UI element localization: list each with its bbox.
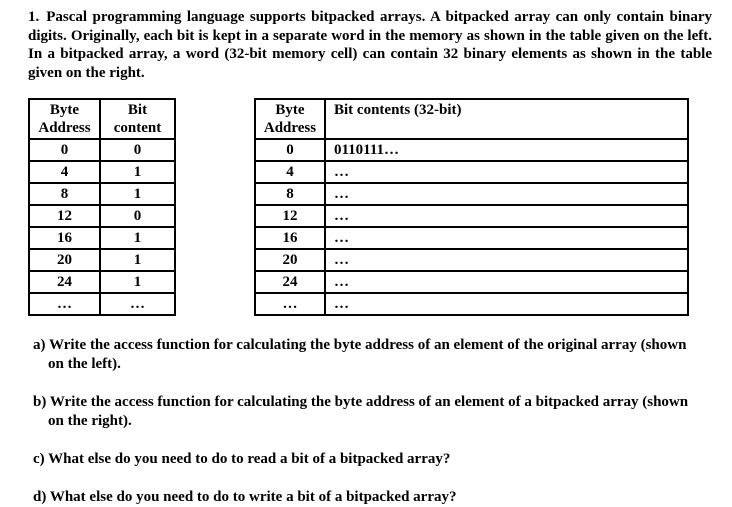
table-header-row	[255, 99, 688, 139]
table-row	[255, 271, 688, 293]
bit-content-cell: 0	[100, 139, 175, 161]
bit-content-cell: 1	[100, 227, 175, 249]
problem-statement	[28, 8, 712, 82]
table-row	[255, 139, 688, 161]
byte-address-cell: 4	[255, 161, 325, 183]
byte-address-cell: 8	[255, 183, 325, 205]
bit-contents-cell: …	[325, 161, 688, 183]
table-row	[255, 293, 688, 315]
byte-address-cell: …	[29, 293, 100, 315]
table-row	[29, 139, 175, 161]
byte-address-cell: 0	[29, 139, 100, 161]
bit-content-cell: …	[100, 293, 175, 315]
question-c	[33, 450, 700, 469]
bit-contents-32bit-header: Bit contents (32-bit)	[325, 99, 688, 139]
problem-number: 1.	[28, 9, 40, 25]
bit-content-cell: 1	[100, 183, 175, 205]
bit-content-cell: 1	[100, 249, 175, 271]
byte-address-cell: 20	[29, 249, 100, 271]
bit-contents-cell: …	[325, 293, 688, 315]
bit-contents-cell: …	[325, 183, 688, 205]
question-d-text: What else do you need to do to write a bit of a bitpacked array?	[49, 489, 457, 505]
question-a-text: Write the access function for calculating the byte address of an element of the original array (shown on the left).	[48, 337, 687, 372]
table-row	[29, 205, 175, 227]
byte-address-cell: 24	[29, 271, 100, 293]
separate-word-array-table	[28, 98, 176, 316]
question-c-label: c)	[33, 451, 45, 467]
bit-contents-cell: …	[325, 249, 688, 271]
byte-address-cell: 0	[255, 139, 325, 161]
table-row	[255, 183, 688, 205]
question-d-label: d)	[33, 489, 47, 505]
byte-address-cell: 16	[29, 227, 100, 249]
byte-address-header: Byte Address	[255, 99, 325, 139]
byte-address-cell: 16	[255, 227, 325, 249]
table-row	[255, 161, 688, 183]
table-row	[29, 249, 175, 271]
bit-content-cell: 1	[100, 161, 175, 183]
byte-address-cell: 12	[29, 205, 100, 227]
question-a-label: a)	[33, 337, 46, 353]
table-row	[29, 183, 175, 205]
question-b-label: b)	[33, 394, 47, 410]
sub-questions-section	[28, 336, 700, 507]
byte-address-cell: …	[255, 293, 325, 315]
bit-contents-cell: …	[325, 205, 688, 227]
table-row	[255, 249, 688, 271]
byte-address-cell: 24	[255, 271, 325, 293]
bit-contents-cell: 0110111…	[325, 139, 688, 161]
table-row	[255, 227, 688, 249]
question-a	[33, 336, 700, 374]
question-b	[33, 393, 700, 431]
table-header-row	[29, 99, 175, 139]
table-row	[29, 293, 175, 315]
bit-contents-cell: …	[325, 227, 688, 249]
table-row	[29, 271, 175, 293]
byte-address-cell: 20	[255, 249, 325, 271]
question-b-text: Write the access function for calculating the byte address of an element of a bitpacked array (shown on the right).	[48, 394, 689, 429]
tables-section	[28, 98, 710, 316]
bit-content-header: Bit content	[100, 99, 175, 139]
problem-text: Pascal programming language supports bitpacked arrays. A bitpacked array can only contain binary digits. Originally, each bit is kept in a separate word in the memory as shown in the table given on the left. In a bitpacked array, a word (32-bit memory cell) can contain 32 binary elements as shown in the table given on the right.	[28, 9, 712, 81]
byte-address-cell: 12	[255, 205, 325, 227]
bit-contents-cell: …	[325, 271, 688, 293]
question-d	[33, 488, 700, 507]
bitpacked-array-table	[254, 98, 689, 316]
table-row	[29, 161, 175, 183]
question-c-text: What else do you need to do to read a bit of a bitpacked array?	[48, 451, 451, 467]
byte-address-cell: 8	[29, 183, 100, 205]
table-row	[255, 205, 688, 227]
bit-content-cell: 1	[100, 271, 175, 293]
byte-address-cell: 4	[29, 161, 100, 183]
table-row	[29, 227, 175, 249]
bit-content-cell: 0	[100, 205, 175, 227]
byte-address-header: Byte Address	[29, 99, 100, 139]
